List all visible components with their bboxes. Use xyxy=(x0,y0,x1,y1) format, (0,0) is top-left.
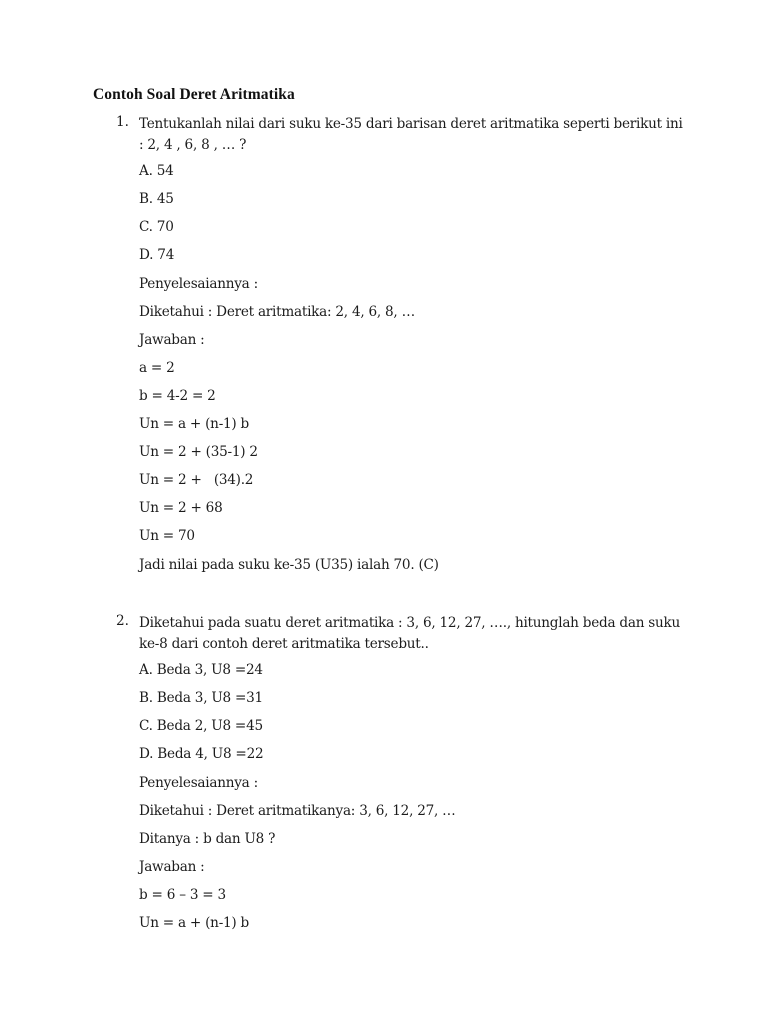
option-b: B. 45 xyxy=(139,191,174,207)
step-line: Un = a + (n-1) b xyxy=(139,416,250,432)
known-text: Diketahui : Deret aritmatika: 2, 4, 6, 8, … xyxy=(139,304,415,320)
asked-text: Ditanya : b dan U8 ? xyxy=(139,831,276,847)
solution-label: Penyelesaiannya : xyxy=(139,775,258,791)
document-title: Contoh Soal Deret Aritmatika xyxy=(93,86,295,103)
step-line: a = 2 xyxy=(139,360,175,376)
option-b: B. Beda 3, U8 =31 xyxy=(139,690,263,706)
step-line: b = 4-2 = 2 xyxy=(139,388,216,404)
answer-label: Jawaban : xyxy=(139,332,205,348)
option-d: D. Beda 4, U8 =22 xyxy=(139,746,264,762)
step-line: Un = 70 xyxy=(139,528,195,544)
solution-label: Penyelesaiannya : xyxy=(139,276,258,292)
step-line: Un = a + (n-1) b xyxy=(139,915,250,931)
option-c: C. 70 xyxy=(139,219,174,235)
question-text: Tentukanlah nilai dari suku ke-35 dari barisan deret aritmatika seperti berikut ini : 2, 4 , 6, 8 , … ? xyxy=(139,116,683,153)
step-line: Un = 2 + (34).2 xyxy=(139,472,254,488)
step-line: Un = 2 + (35-1) 2 xyxy=(139,444,258,460)
conclusion-text: Jadi nilai pada suku ke-35 (U35) ialah 70. (C) xyxy=(139,557,439,573)
answer-label: Jawaban : xyxy=(139,859,205,875)
option-a: A. 54 xyxy=(139,163,174,179)
option-c: C. Beda 2, U8 =45 xyxy=(139,718,263,734)
option-d: D. 74 xyxy=(139,247,175,263)
step-line: b = 6 – 3 = 3 xyxy=(139,887,226,903)
question-number: 1. xyxy=(116,114,129,130)
step-line: Un = 2 + 68 xyxy=(139,500,223,516)
known-text: Diketahui : Deret aritmatikanya: 3, 6, 12, 27, … xyxy=(139,803,456,819)
question-number: 2. xyxy=(116,613,129,629)
question-text: Diketahui pada suatu deret aritmatika : 3, 6, 12, 27, …., hitunglah beda dan suku ke-8 dari contoh deret aritmatika tersebut.. xyxy=(139,615,680,652)
option-a: A. Beda 3, U8 =24 xyxy=(139,662,263,678)
